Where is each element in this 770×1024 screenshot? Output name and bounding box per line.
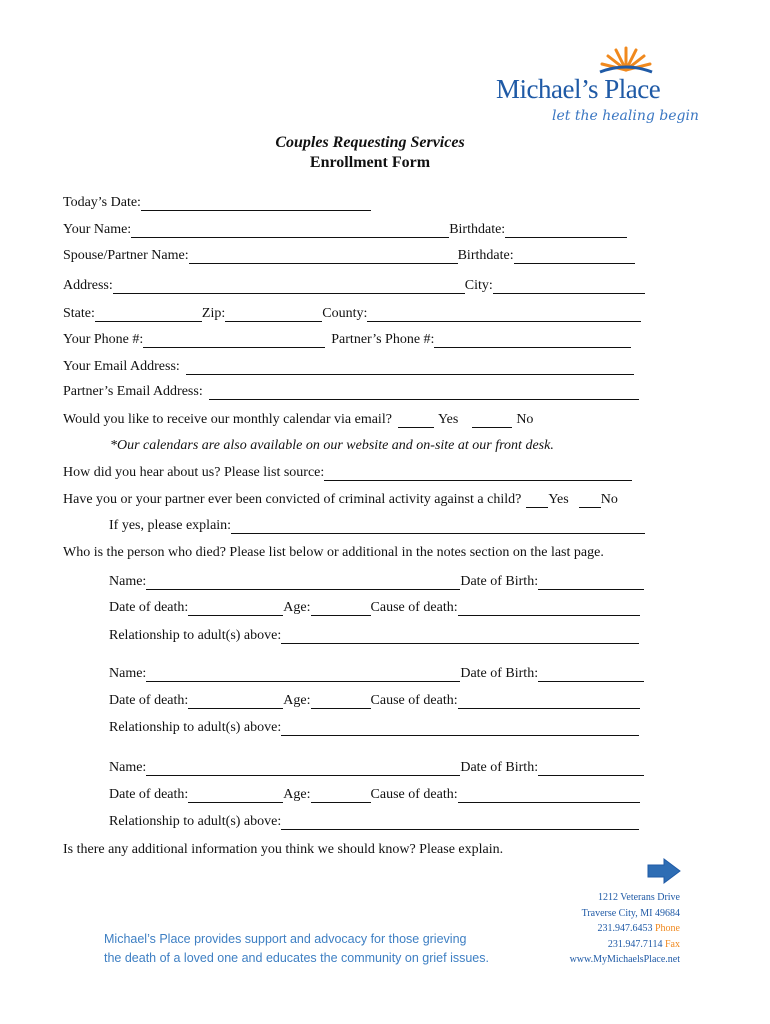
city-label: City:	[464, 278, 493, 293]
contact-phone: 231.947.6453	[597, 923, 653, 934]
deceased-1-age-field[interactable]	[311, 600, 371, 616]
convicted-yes-label: Yes	[548, 492, 569, 507]
deceased-2-name-row	[109, 666, 644, 682]
todays-date-field[interactable]	[141, 195, 371, 211]
deceased-3-dod-field[interactable]	[188, 787, 283, 803]
deceased-2-age-field[interactable]	[311, 693, 371, 709]
partner-phone-field[interactable]	[434, 332, 631, 348]
convicted-row	[63, 492, 618, 508]
deceased-2-death-row	[109, 693, 640, 709]
deceased-1-dod-field[interactable]	[188, 600, 283, 616]
your-email-row	[63, 359, 634, 375]
county-field[interactable]	[367, 306, 641, 322]
state-row	[63, 306, 641, 322]
your-phone-label: Your Phone #:	[63, 332, 144, 347]
deceased-3-dob-field[interactable]	[538, 760, 644, 776]
contact-block	[540, 890, 680, 968]
deceased-3-relationship-row	[109, 814, 639, 830]
deceased-name-label: Name:	[109, 760, 147, 775]
calendar-yes-field[interactable]	[398, 412, 434, 428]
city-field[interactable]	[493, 278, 645, 294]
state-label: State:	[63, 306, 95, 321]
logo-tagline: let the healing begin	[552, 108, 699, 124]
your-name-label: Your Name:	[63, 222, 132, 237]
deceased-3-death-row	[109, 787, 640, 803]
deceased-2-dod-field[interactable]	[188, 693, 283, 709]
calendar-question: Would you like to receive our monthly calendar via email?	[63, 412, 392, 427]
mission-line-2: the death of a loved one and educates the community on grief issues.	[104, 951, 489, 965]
convicted-yes-field[interactable]	[526, 492, 548, 508]
deceased-1-name-field[interactable]	[146, 574, 460, 590]
deceased-dod-label: Date of death:	[109, 600, 189, 615]
calendar-row	[63, 412, 533, 428]
your-name-field[interactable]	[131, 222, 449, 238]
relationship-label: Relationship to adult(s) above:	[109, 720, 282, 735]
hear-source-field[interactable]	[324, 465, 632, 481]
relationship-label: Relationship to adult(s) above:	[109, 814, 282, 829]
deceased-cause-label: Cause of death:	[370, 693, 458, 708]
partner-email-row	[63, 384, 639, 400]
next-page-arrow-icon[interactable]	[646, 857, 682, 885]
deceased-1-dob-field[interactable]	[538, 574, 644, 590]
partner-email-field[interactable]	[209, 384, 639, 400]
deceased-1-relationship-row	[109, 628, 639, 644]
deceased-3-cause-field[interactable]	[458, 787, 640, 803]
deceased-age-label: Age:	[283, 693, 311, 708]
spouse-birthdate-field[interactable]	[514, 248, 635, 264]
deceased-age-label: Age:	[283, 600, 311, 615]
mission-line-1: Michael’s Place provides support and advocacy for those grieving	[104, 932, 467, 946]
sunrise-logo-icon	[596, 44, 656, 76]
who-died-row	[63, 545, 604, 561]
deceased-1-relationship-field[interactable]	[281, 628, 639, 644]
michaels-place-logo	[496, 44, 699, 136]
who-died-question: Who is the person who died? Please list below or additional in the notes section on the last page.	[63, 545, 604, 560]
contact-phone-row	[540, 921, 680, 937]
contact-fax-tag: Fax	[665, 938, 680, 950]
your-email-field[interactable]	[186, 359, 634, 375]
county-label: County:	[322, 306, 368, 321]
deceased-name-label: Name:	[109, 574, 147, 589]
deceased-cause-label: Cause of death:	[370, 600, 458, 615]
convicted-no-label: No	[600, 492, 618, 507]
contact-website[interactable]: www.MyMichaelsPlace.net	[569, 954, 680, 965]
mission-statement	[104, 930, 489, 968]
deceased-1-cause-field[interactable]	[458, 600, 640, 616]
form-subtitle: Enrollment Form	[309, 154, 431, 171]
address-row	[63, 278, 645, 294]
contact-phone-tag: Phone	[655, 923, 680, 934]
form-title: Couples Requesting Services	[275, 134, 465, 151]
deceased-2-cause-field[interactable]	[458, 693, 640, 709]
deceased-dob-label: Date of Birth:	[460, 760, 539, 775]
phone-row	[63, 332, 631, 348]
additional-info-question: Is there any additional information you think we should know? Please explain.	[63, 842, 504, 857]
zip-field[interactable]	[225, 306, 322, 322]
deceased-1-name-row	[109, 574, 644, 590]
calendar-no-label: No	[516, 412, 534, 427]
contact-fax: 231.947.7114	[607, 938, 663, 950]
deceased-dod-label: Date of death:	[109, 693, 189, 708]
deceased-cause-label: Cause of death:	[370, 787, 458, 802]
spouse-name-label: Spouse/Partner Name:	[63, 248, 189, 263]
logo-wordmark: Michael’s Place	[496, 74, 661, 104]
deceased-dob-label: Date of Birth:	[460, 574, 539, 589]
zip-label: Zip:	[201, 306, 226, 321]
deceased-2-dob-field[interactable]	[538, 666, 644, 682]
your-name-row	[63, 222, 627, 238]
address-field[interactable]	[113, 278, 465, 294]
deceased-3-relationship-field[interactable]	[281, 814, 639, 830]
your-email-label: Your Email Address:	[63, 359, 180, 374]
calendar-no-field[interactable]	[472, 412, 512, 428]
explain-field[interactable]	[231, 518, 645, 534]
todays-date-label: Today’s Date:	[63, 195, 141, 210]
explain-row	[109, 518, 645, 534]
relationship-label: Relationship to adult(s) above:	[109, 628, 282, 643]
hear-question: How did you hear about us? Please list source:	[63, 465, 325, 480]
convicted-no-field[interactable]	[579, 492, 601, 508]
spouse-name-field[interactable]	[189, 248, 458, 264]
contact-city: Traverse City, MI 49684	[581, 907, 680, 919]
deceased-age-label: Age:	[283, 787, 311, 802]
address-label: Address:	[63, 278, 113, 293]
birthdate-label: Birthdate:	[449, 222, 506, 237]
partner-phone-label: Partner’s Phone #:	[331, 332, 435, 347]
contact-street: 1212 Veterans Drive	[597, 892, 680, 903]
hear-row	[63, 465, 632, 481]
deceased-1-death-row	[109, 600, 640, 616]
your-phone-field[interactable]	[143, 332, 325, 348]
deceased-3-name-row	[109, 760, 644, 776]
deceased-name-label: Name:	[109, 666, 147, 681]
calendar-yes-label: Yes	[437, 412, 459, 427]
deceased-2-name-field[interactable]	[146, 666, 460, 682]
convicted-question: Have you or your partner ever been convicted of criminal activity against a child?	[63, 492, 522, 507]
contact-fax-row	[540, 937, 680, 953]
spouse-birthdate-label: Birthdate:	[457, 248, 514, 263]
deceased-dob-label: Date of Birth:	[460, 666, 539, 681]
deceased-2-relationship-field[interactable]	[281, 720, 639, 736]
spouse-name-row	[63, 248, 635, 264]
deceased-2-relationship-row	[109, 720, 639, 736]
todays-date-row	[63, 195, 371, 211]
calendar-note: *Our calendars are also available on our website and on-site at our front desk.	[110, 438, 554, 453]
deceased-dod-label: Date of death:	[109, 787, 189, 802]
your-birthdate-field[interactable]	[505, 222, 627, 238]
additional-info-row	[63, 842, 503, 858]
state-field[interactable]	[95, 306, 202, 322]
deceased-3-age-field[interactable]	[311, 787, 371, 803]
explain-label: If yes, please explain:	[109, 518, 232, 533]
deceased-3-name-field[interactable]	[146, 760, 460, 776]
partner-email-label: Partner’s Email Address:	[63, 384, 203, 399]
